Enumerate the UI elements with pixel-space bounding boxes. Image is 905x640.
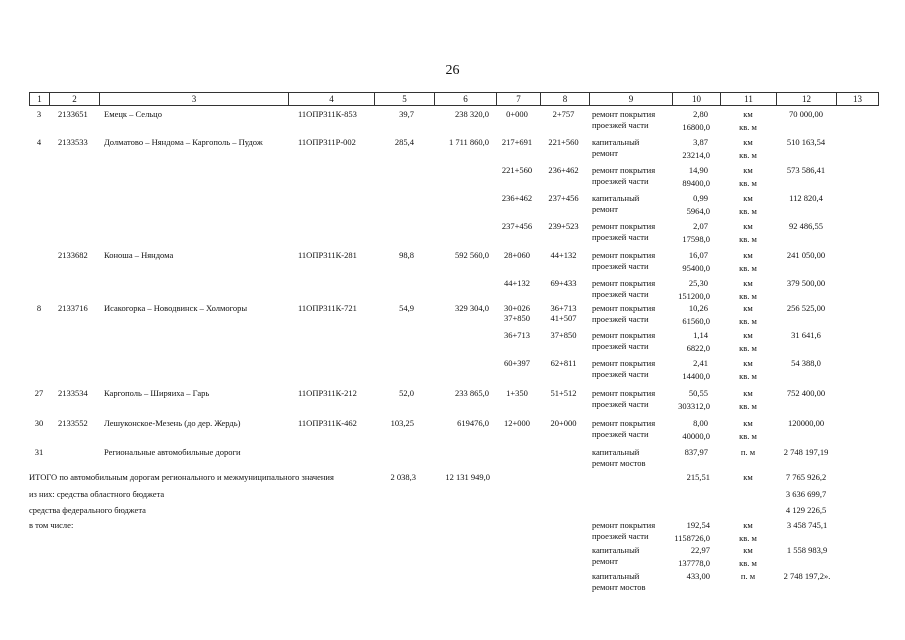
unit-area: кв. м [739, 343, 757, 353]
row-sum: 256 525,00 [786, 303, 826, 313]
unit-area: кв. м [739, 178, 757, 188]
including-unit: км [743, 545, 753, 555]
quantity-length: 2,07 [693, 221, 708, 231]
work-type-line2: проезжей части [592, 314, 649, 324]
totals-unit: км [743, 472, 753, 482]
work-type-line2: проезжей части [592, 341, 649, 351]
quantity-length: 837,97 [684, 447, 708, 457]
section-to: 20+000 [550, 418, 577, 428]
quantity-length: 3,87 [693, 137, 708, 147]
quantity-length: 50,55 [688, 388, 708, 398]
row-number: 8 [36, 303, 42, 313]
including-quantity-area: 1158726,0 [674, 533, 710, 543]
road-name: Долматово – Няндома – Каргополь – Пудож [104, 137, 263, 147]
quantity-length: 2,80 [693, 109, 708, 119]
road-cost: 1 711 860,0 [448, 137, 489, 147]
row-sum: 92 486,55 [789, 221, 823, 231]
unit-area: кв. м [739, 263, 757, 273]
section-to-2: 41+507 [550, 313, 577, 323]
including-work-type-line2: проезжей части [592, 531, 649, 541]
unit-area: кв. м [739, 122, 757, 132]
including-sum: 3 458 745,1 [786, 520, 828, 530]
including-work-type-line2: ремонт мостов [592, 582, 646, 592]
section-from: 0+000 [506, 109, 528, 119]
road-length: 103,25 [390, 418, 414, 428]
section-from: 28+060 [503, 250, 531, 260]
work-type: ремонт покрытия [592, 165, 656, 175]
section-from: 60+397 [503, 358, 531, 368]
section-to: 239+523 [548, 221, 579, 231]
totals-sum: 7 765 926,2 [785, 472, 827, 482]
regional-budget-label: из них: средства областного бюджета [29, 489, 165, 499]
row-number: 27 [34, 388, 44, 398]
quantity-area: 16800,0 [682, 122, 710, 132]
unit-area: кв. м [739, 234, 757, 244]
section-from: 236+462 [501, 193, 533, 203]
including-unit: п. м [740, 571, 756, 581]
work-type-line2: проезжей части [592, 261, 649, 271]
including-label: в том числе: [29, 520, 74, 530]
header-col-2: 2 [49, 93, 99, 105]
federal-budget-label: средства федерального бюджета [29, 505, 146, 515]
work-type: капитальный [592, 447, 640, 457]
road-id: 11ОПР311Р-002 [298, 137, 356, 147]
unit-area: кв. м [739, 401, 757, 411]
section-to: 236+462 [548, 165, 579, 175]
road-id: 11ОПР311К-721 [298, 303, 357, 313]
federal-budget-sum: 4 129 226,5 [785, 505, 827, 515]
quantity-length: 1,14 [693, 330, 708, 340]
including-work-type-line2: ремонт [592, 556, 618, 566]
unit-length: км [743, 388, 753, 398]
work-type: капитальный [592, 193, 640, 203]
road-length: 54,9 [399, 303, 414, 313]
work-type-line2: ремонт мостов [592, 458, 646, 468]
unit-area: кв. м [739, 431, 757, 441]
section-to: 36+713 [550, 303, 577, 313]
road-code: 2133682 [58, 250, 88, 260]
unit-length: п. м [740, 447, 756, 457]
unit-length: км [743, 278, 753, 288]
header-col-12: 12 [776, 93, 836, 105]
row-sum: 2 748 197,19 [783, 447, 829, 457]
quantity-length: 10,26 [688, 303, 708, 313]
section-from-2: 37+850 [503, 313, 531, 323]
table-header [29, 92, 879, 106]
including-unit: км [743, 520, 753, 530]
row-sum: 379 500,00 [786, 278, 826, 288]
quantity-area: 5964,0 [686, 206, 710, 216]
unit-length: км [743, 358, 753, 368]
totals-label: ИТОГО по автомобильным дорогам регионального и межмуниципального значения [29, 472, 334, 482]
header-col-13: 13 [836, 93, 879, 105]
work-type-line2: проезжей части [592, 399, 649, 409]
work-type: ремонт покрытия [592, 221, 656, 231]
road-length: 52,0 [399, 388, 414, 398]
header-col-9: 9 [589, 93, 672, 105]
including-quantity: 22,97 [690, 545, 710, 555]
road-id: 11ОПР311К-853 [298, 109, 357, 119]
totals-length: 2 038,3 [390, 472, 416, 482]
work-type-line2: проезжей части [592, 176, 649, 186]
unit-area: кв. м [739, 206, 757, 216]
quantity-area: 151200,0 [678, 291, 710, 301]
work-type: капитальный [592, 137, 640, 147]
row-sum: 573 586,41 [786, 165, 826, 175]
work-type-line2: проезжей части [592, 289, 649, 299]
including-work-type: капитальный [592, 545, 640, 555]
section-to: 237+456 [548, 193, 579, 203]
unit-length: км [743, 165, 753, 175]
quantity-length: 2,41 [693, 358, 708, 368]
quantity-area: 23214,0 [682, 150, 710, 160]
unit-length: км [743, 330, 753, 340]
unit-area: кв. м [739, 150, 757, 160]
section-to: 51+512 [550, 388, 577, 398]
work-type-line2: ремонт [592, 148, 618, 158]
row-sum: 752 400,00 [786, 388, 826, 398]
quantity-area: 6822,0 [686, 343, 710, 353]
road-id: 11ОПР311К-462 [298, 418, 357, 428]
header-col-1: 1 [29, 93, 49, 105]
quantity-length: 14,90 [688, 165, 708, 175]
row-sum: 31 641,6 [791, 330, 821, 340]
unit-length: км [743, 250, 753, 260]
header-col-7: 7 [496, 93, 540, 105]
including-unit-area: кв. м [739, 558, 757, 568]
quantity-length: 8,00 [693, 418, 708, 428]
header-col-4: 4 [288, 93, 374, 105]
unit-area: кв. м [739, 316, 757, 326]
work-type-line2: проезжей части [592, 232, 649, 242]
quantity-area: 17598,0 [682, 234, 710, 244]
including-quantity: 192,54 [686, 520, 710, 530]
header-col-3: 3 [99, 93, 288, 105]
row-sum: 241 050,00 [786, 250, 826, 260]
road-code: 2133552 [58, 418, 88, 428]
quantity-area: 14400,0 [682, 371, 710, 381]
section-from: 1+350 [506, 388, 528, 398]
header-col-11: 11 [720, 93, 776, 105]
unit-area: кв. м [739, 371, 757, 381]
work-type: ремонт покрытия [592, 418, 656, 428]
row-sum: 70 000,00 [789, 109, 823, 119]
road-cost: 329 304,0 [455, 303, 489, 313]
unit-length: км [743, 221, 753, 231]
row-number: 3 [36, 109, 42, 119]
section-from: 44+132 [503, 278, 531, 288]
including-work-type: ремонт покрытия [592, 520, 656, 530]
row-number: 4 [36, 137, 42, 147]
work-type: ремонт покрытия [592, 109, 656, 119]
road-name: Региональные автомобильные дороги [104, 447, 241, 457]
section-from: 12+000 [503, 418, 531, 428]
including-sum: 2 748 197,2». [783, 571, 831, 581]
section-to: 62+811 [550, 358, 577, 368]
road-code: 2133651 [58, 109, 88, 119]
section-from: 30+026 [503, 303, 531, 313]
work-type-line2: проезжей части [592, 369, 649, 379]
road-id: 11ОПР311К-281 [298, 250, 357, 260]
unit-area: кв. м [739, 291, 757, 301]
road-cost: 619476,0 [457, 418, 489, 428]
header-col-6: 6 [434, 93, 496, 105]
unit-length: км [743, 109, 753, 119]
road-length: 98,8 [399, 250, 414, 260]
header-col-10: 10 [672, 93, 720, 105]
work-type: ремонт покрытия [592, 303, 656, 313]
work-type: ремонт покрытия [592, 278, 656, 288]
row-sum: 120000,00 [787, 418, 825, 428]
page-number: 26 [445, 63, 460, 78]
totals-quantity: 215,51 [686, 472, 710, 482]
road-cost: 238 320,0 [455, 109, 489, 119]
road-name: Лешуконское-Мезень (до дер. Жердь) [104, 418, 241, 428]
quantity-length: 25,30 [688, 278, 708, 288]
unit-length: км [743, 303, 753, 313]
road-name: Емецк – Сельцо [104, 109, 162, 119]
road-cost: 592 560,0 [455, 250, 489, 260]
row-number: 30 [34, 418, 44, 428]
road-length: 39,7 [399, 109, 414, 119]
road-code: 2133533 [58, 137, 88, 147]
including-quantity-area: 137778,0 [678, 558, 710, 568]
row-sum: 112 820,4 [789, 193, 823, 203]
section-from: 36+713 [503, 330, 531, 340]
unit-length: км [743, 193, 753, 203]
work-type: ремонт покрытия [592, 250, 656, 260]
quantity-area: 40000,0 [682, 431, 710, 441]
header-col-5: 5 [374, 93, 434, 105]
regional-budget-sum: 3 636 699,7 [785, 489, 827, 499]
unit-length: км [743, 418, 753, 428]
work-type-line2: проезжей части [592, 120, 649, 130]
work-type: ремонт покрытия [592, 358, 656, 368]
row-number: 31 [34, 447, 44, 457]
section-from: 237+456 [501, 221, 533, 231]
quantity-area: 61560,0 [682, 316, 710, 326]
road-length: 285,4 [394, 137, 414, 147]
road-code: 2133534 [58, 388, 88, 398]
quantity-area: 89400,0 [682, 178, 710, 188]
header-col-8: 8 [540, 93, 589, 105]
row-sum: 510 163,54 [786, 137, 826, 147]
including-quantity: 433,00 [686, 571, 710, 581]
section-to: 44+132 [550, 250, 577, 260]
road-cost: 233 865,0 [455, 388, 489, 398]
unit-length: км [743, 137, 753, 147]
totals-cost: 12 131 949,0 [445, 472, 490, 482]
road-id: 11ОПР311К-212 [298, 388, 357, 398]
work-type: ремонт покрытия [592, 330, 656, 340]
quantity-length: 0,99 [693, 193, 708, 203]
work-type-line2: проезжей части [592, 429, 649, 439]
road-code: 2133716 [58, 303, 88, 313]
including-unit-area: кв. м [739, 533, 757, 543]
including-sum: 1 558 983,9 [786, 545, 828, 555]
road-name: Исакогорка – Новодвинск – Холмогоры [104, 303, 248, 313]
section-from: 221+560 [501, 165, 533, 175]
quantity-area: 303312,0 [678, 401, 710, 411]
work-type: ремонт покрытия [592, 388, 656, 398]
quantity-area: 95400,0 [682, 263, 710, 273]
road-name: Каргополь – Ширяиха – Гарь [104, 388, 210, 398]
section-to: 69+433 [550, 278, 577, 288]
including-work-type: капитальный [592, 571, 640, 581]
row-sum: 54 388,0 [791, 358, 821, 368]
work-type-line2: ремонт [592, 204, 618, 214]
road-name: Коноша – Няндома [104, 250, 174, 260]
section-to: 37+850 [550, 330, 577, 340]
section-to: 221+560 [548, 137, 579, 147]
section-to: 2+757 [552, 109, 575, 119]
section-from: 217+691 [501, 137, 533, 147]
quantity-length: 16,07 [688, 250, 708, 260]
